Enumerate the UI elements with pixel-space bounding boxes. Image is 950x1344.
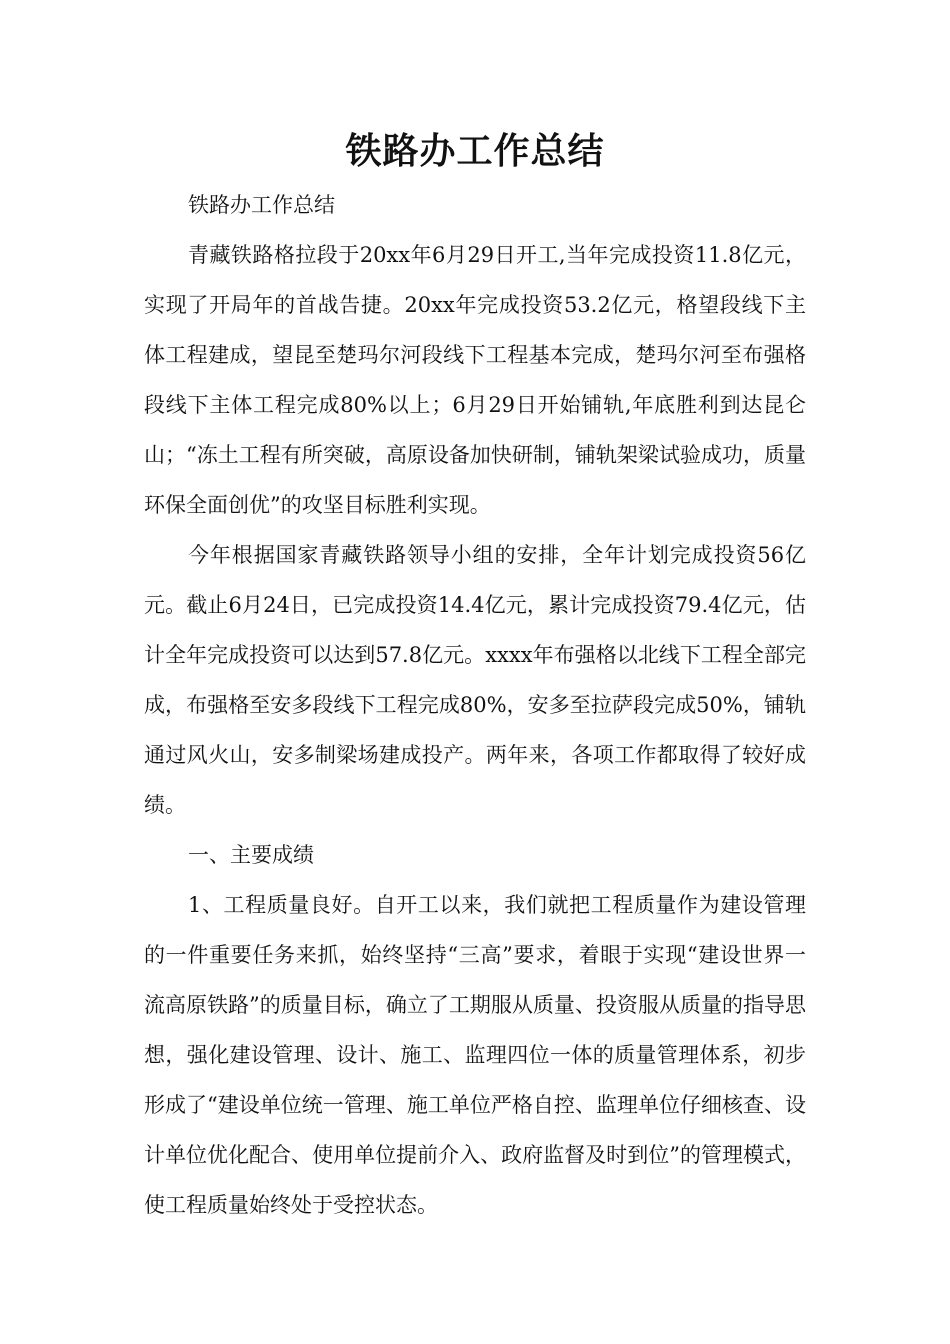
body-paragraph-1: 青藏铁路格拉段于20xx年6月29日开工,当年完成投资11.8亿元，实现了开局年的首战告捷。20xx年完成投资53.2亿元，格望段线下主体工程建成，望昆至楚玛尔河段线下工程基本完成，楚玛尔河至布强格段线下主体工程完成80%以上；6月29日开始铺轨,年底胜利到达昆仑山；“冻土工程有所突破，高原设备加快研制，铺轨架梁试验成功，质量环保全面创优”的攻坚目标胜利实现。 [144, 243, 806, 517]
subtitle-paragraph: 铁路办工作总结 [188, 193, 335, 217]
body-paragraph-3: 1、工程质量良好。自开工以来，我们就把工程质量作为建设管理的一件重要任务来抓，始终坚持“三高”要求，着眼于实现“建设世界一流高原铁路”的质量目标，确立了工期服从质量、投资服从质量的指导思想，强化建设管理、设计、施工、监理四位一体的质量管理体系，初步形成了“建设单位统一管理、施工单位严格自控、监理单位仔细核查、设计单位优化配合、使用单位提前介入、政府监督及时到位”的管理模式，使工程质量始终处于受控状态。 [144, 893, 806, 1217]
document-title: 铁路办工作总结 [345, 131, 605, 172]
section-heading-main-achievements: 一、主要成绩 [188, 843, 314, 867]
document-page [144, 126, 806, 1230]
body-paragraph-2: 今年根据国家青藏铁路领导小组的安排，全年计划完成投资56亿元。截止6月24日，已完成投资14.4亿元，累计完成投资79.4亿元，估计全年完成投资可以达到57.8亿元。xxxx年布强格以北线下工程全部完成，布强格至安多段线下工程完成80%，安多至拉萨段完成50%，铺轨通过风火山，安多制梁场建成投产。两年来，各项工作都取得了较好成绩。 [144, 543, 806, 817]
